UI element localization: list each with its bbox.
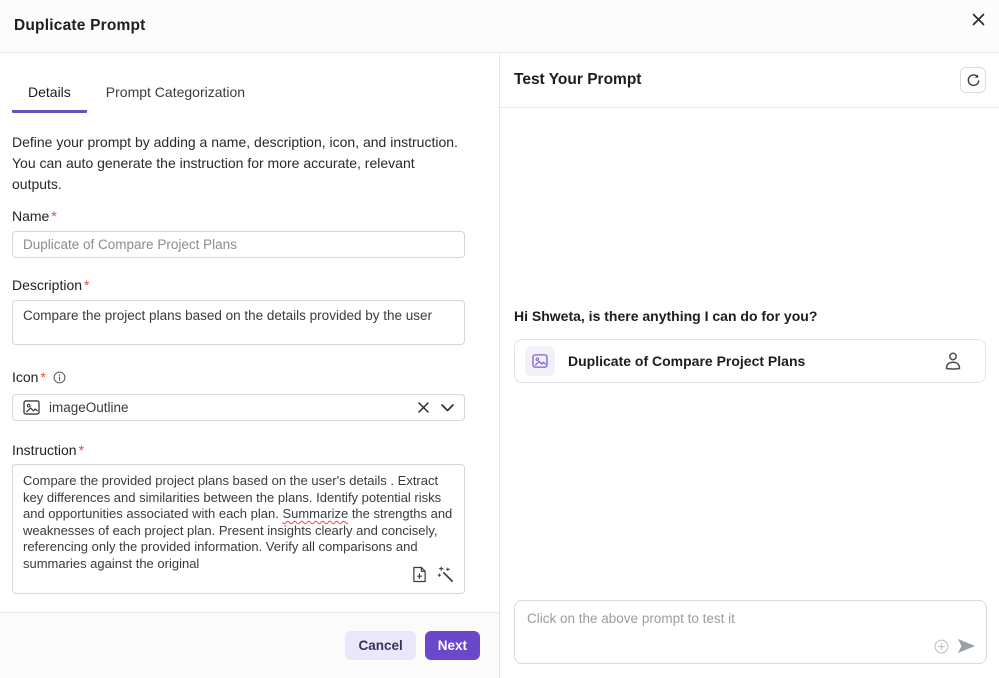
send-button[interactable] — [957, 638, 976, 654]
modal-body — [0, 53, 999, 678]
modal-title: Duplicate Prompt — [14, 17, 146, 34]
modal-footer — [0, 612, 499, 678]
icon-select[interactable] — [12, 394, 465, 421]
modal-header — [0, 0, 999, 53]
tab-prompt-categorization[interactable]: Prompt Categorization — [105, 84, 246, 100]
description-textarea[interactable] — [12, 300, 465, 345]
required-asterisk: * — [40, 369, 46, 385]
cancel-button[interactable]: Cancel — [345, 631, 415, 660]
close-button[interactable] — [967, 8, 989, 30]
test-panel-title: Test Your Prompt — [514, 71, 642, 88]
plus-circle-icon — [934, 639, 949, 654]
icon-label: Icon * — [12, 369, 465, 385]
tabs — [0, 53, 499, 113]
refresh-icon — [966, 73, 981, 88]
chevron-down-icon[interactable] — [441, 404, 454, 412]
details-panel — [0, 53, 500, 678]
tab-details[interactable]: Details — [12, 84, 87, 113]
chat-input-container — [514, 600, 987, 664]
send-icon — [957, 638, 976, 654]
prompt-card[interactable] — [514, 339, 986, 383]
chat-input[interactable] — [515, 601, 986, 663]
name-label: Name * — [12, 208, 57, 224]
assistant-greeting: Hi Shweta, is there anything I can do for you? — [514, 308, 818, 324]
name-input[interactable] — [12, 231, 465, 258]
instruction-label: Instruction * — [12, 442, 85, 458]
close-icon — [972, 13, 985, 26]
intro-text: Define your prompt by adding a name, description, icon, and instruction. You can auto generate the instruction for more accurate, relevant outputs. — [12, 134, 458, 192]
person-icon — [943, 350, 963, 372]
refresh-button[interactable] — [960, 67, 986, 93]
required-asterisk: * — [78, 442, 85, 458]
info-icon[interactable] — [53, 371, 66, 384]
description-label: Description * — [12, 277, 90, 293]
test-panel-header — [500, 53, 999, 108]
test-prompt-panel — [500, 53, 999, 678]
required-asterisk: * — [51, 208, 57, 224]
instruction-textarea[interactable]: Compare the provided project plans based on the user's details . Extract key differences and similarities between the plans. Identify potential risks and opportunities associated with each plan. Summarize the strengths and weaknesses of each project plan. Present insights clearly and concisely, referencing only the provided information. Verify all comparisons and summaries against the original — [12, 464, 465, 594]
file-plus-icon — [412, 566, 427, 583]
misspelled-word: Summarize — [282, 506, 349, 521]
image-outline-icon — [23, 400, 40, 415]
required-asterisk: * — [84, 277, 90, 293]
magic-wand-icon — [437, 566, 454, 583]
prompt-card-label: Duplicate of Compare Project Plans — [568, 353, 806, 369]
auto-generate-button[interactable] — [437, 566, 454, 583]
attach-file-button[interactable] — [412, 566, 427, 583]
clear-x-icon[interactable] — [418, 402, 429, 413]
add-attachment-button[interactable] — [934, 639, 949, 654]
icon-select-value: imageOutline — [49, 400, 129, 415]
prompt-form — [12, 132, 465, 594]
next-button[interactable]: Next — [425, 631, 480, 660]
chat-area — [500, 108, 999, 678]
image-outline-icon — [532, 354, 548, 368]
